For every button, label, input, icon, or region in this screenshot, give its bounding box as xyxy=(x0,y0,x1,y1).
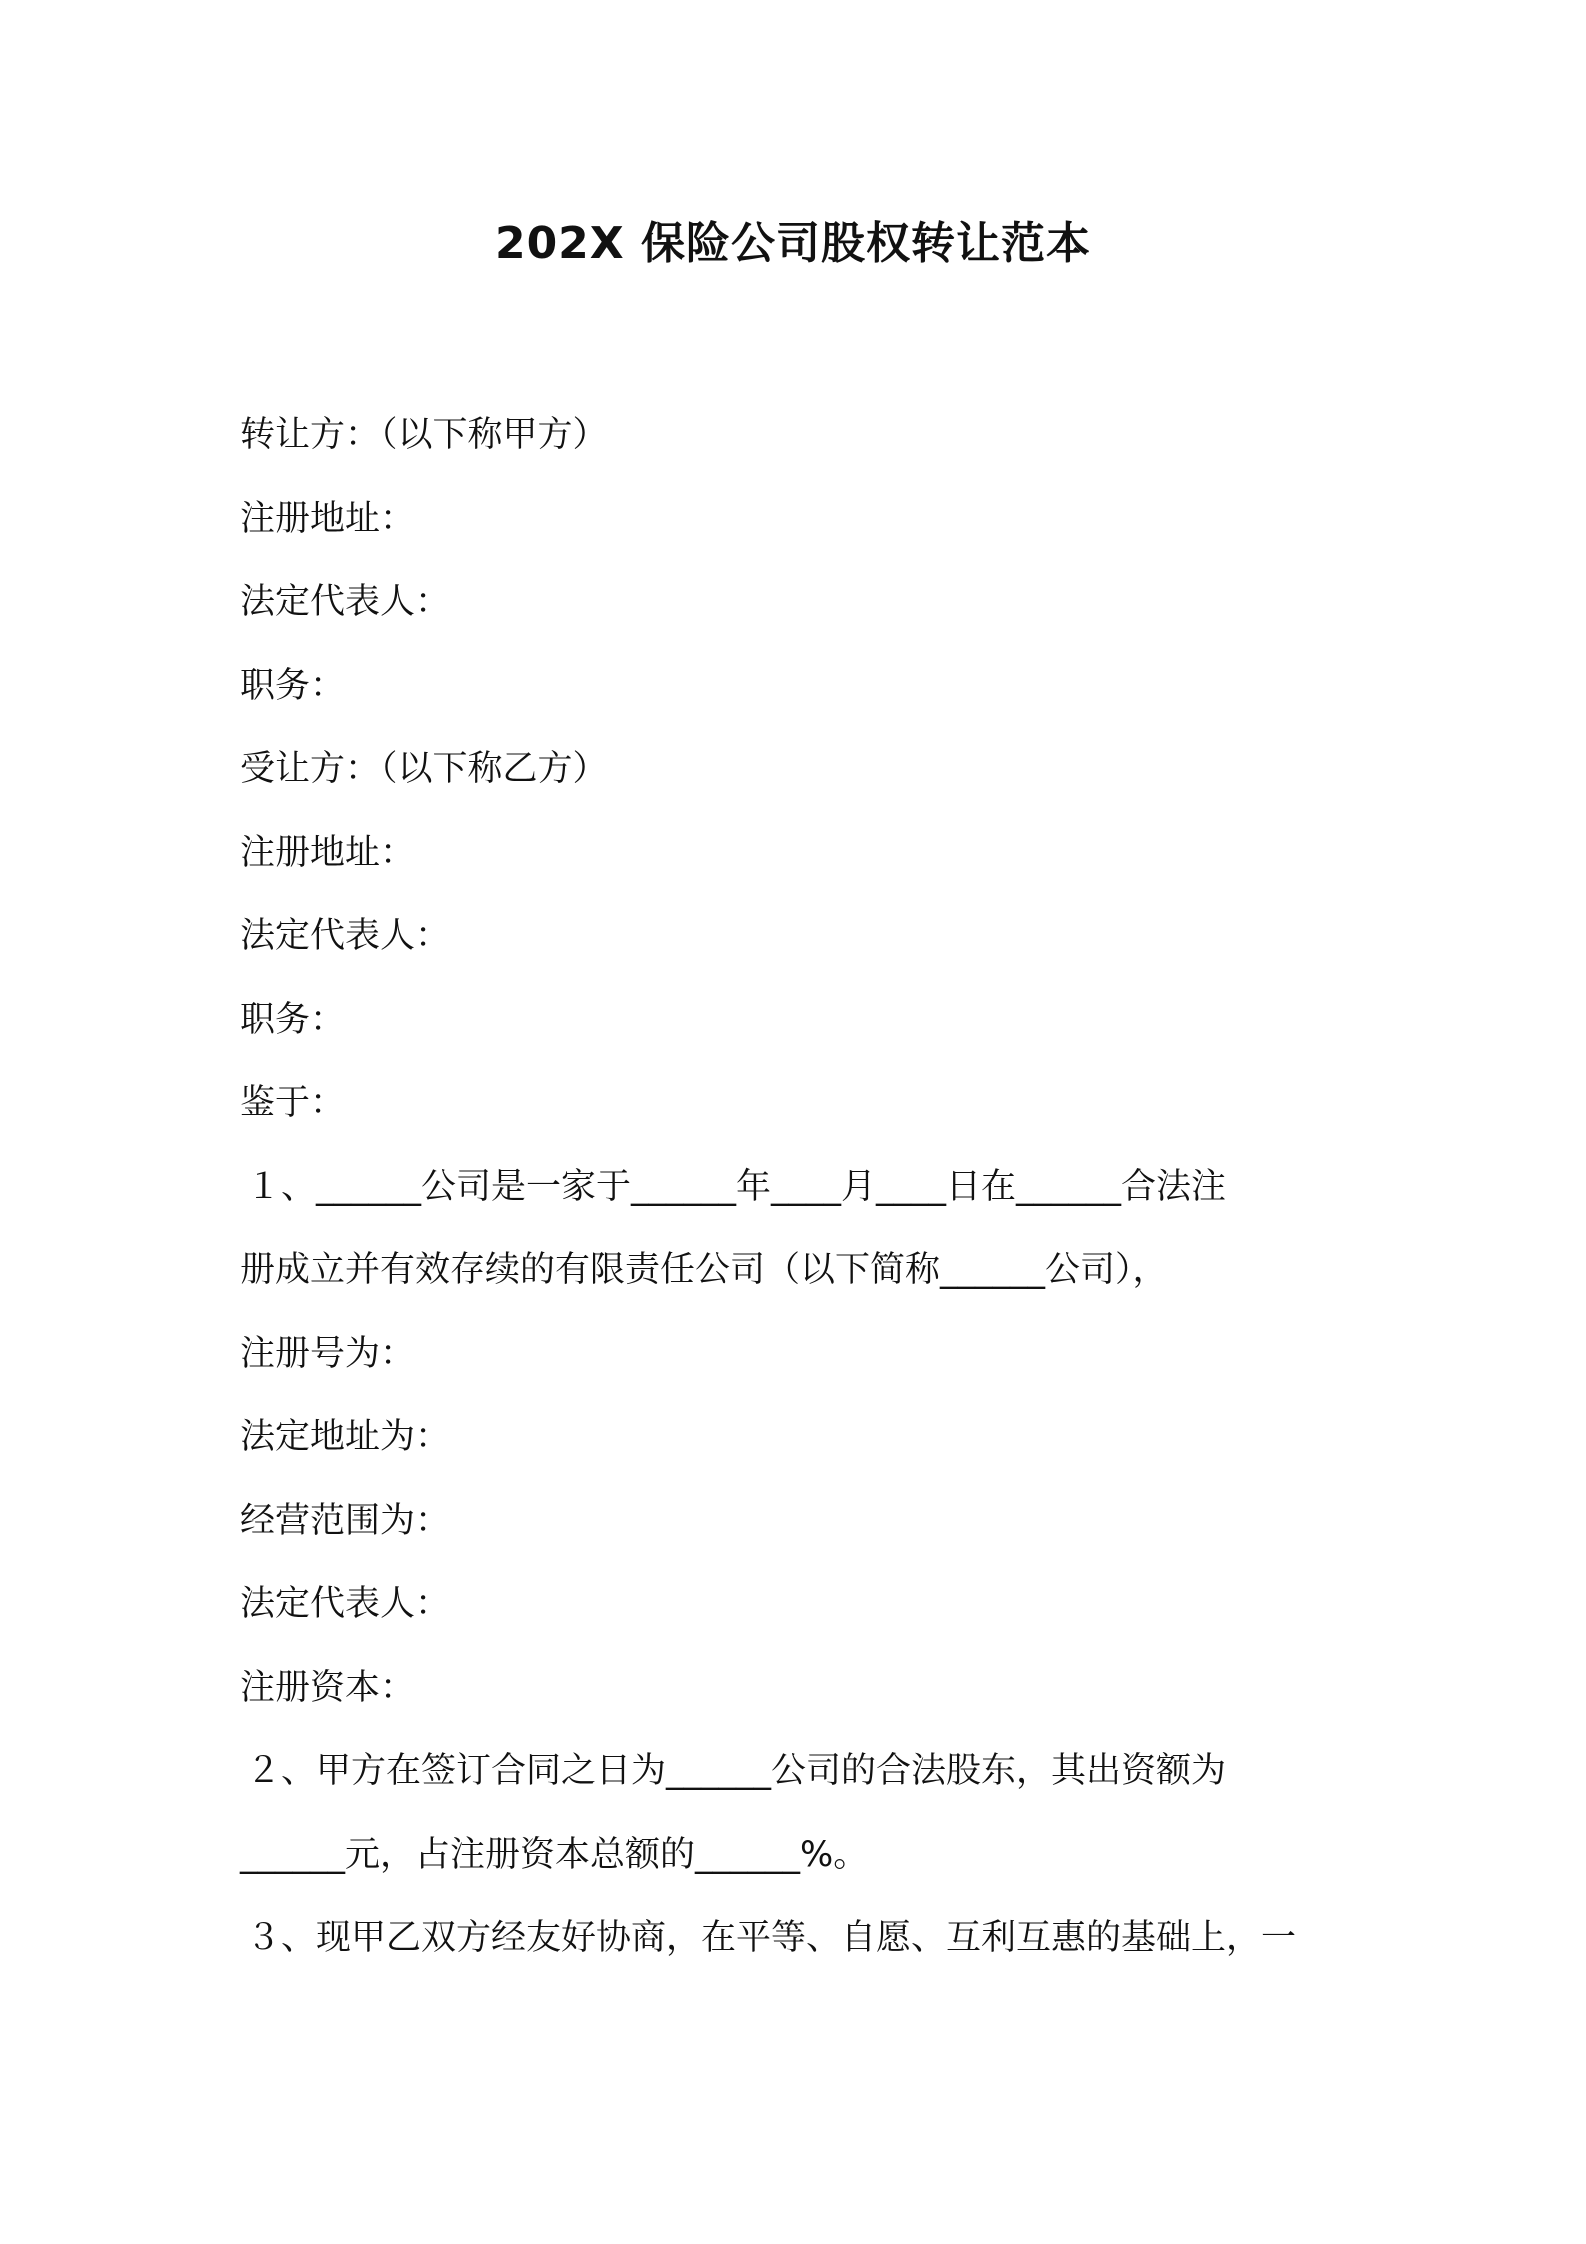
clause-1-line-2: 册成立并有效存续的有限责任公司（以下简称______公司）， xyxy=(240,1250,1168,1290)
transferee-line: 受让方：（以下称乙方） xyxy=(240,749,608,789)
legal-address-line: 法定地址为： xyxy=(240,1417,451,1457)
clause-2-line-1: ２、甲方在签订合同之日为______公司的合法股东，其出资额为 xyxy=(246,1751,1227,1791)
company-legal-rep-line: 法定代表人： xyxy=(240,1584,451,1624)
transferor-line: 转让方：（以下称甲方） xyxy=(240,415,608,455)
transferee-position-line: 职务： xyxy=(240,1000,346,1040)
clause-2-line-2: ______元，占注册资本总额的______%。 xyxy=(240,1835,869,1875)
whereas-heading: 鉴于： xyxy=(240,1083,346,1123)
registration-number-line: 注册号为： xyxy=(240,1334,416,1374)
registered-capital-line: 注册资本： xyxy=(240,1668,416,1708)
transferee-address-line: 注册地址： xyxy=(240,833,416,873)
clause-3-line-1: ３、现甲乙双方经友好协商，在平等、自愿、互利互惠的基础上，一 xyxy=(246,1918,1297,1958)
transferee-legal-rep-line: 法定代表人： xyxy=(240,916,451,956)
document-title: 202X 保险公司股权转让范本 xyxy=(494,218,1092,269)
business-scope-line: 经营范围为： xyxy=(240,1501,451,1541)
transferor-address-line: 注册地址： xyxy=(240,499,416,539)
transferor-legal-rep-line: 法定代表人： xyxy=(240,582,451,622)
clause-1-line-1: １、______公司是一家于______年____月____日在______合法注 xyxy=(246,1167,1227,1207)
transferor-position-line: 职务： xyxy=(240,666,346,706)
